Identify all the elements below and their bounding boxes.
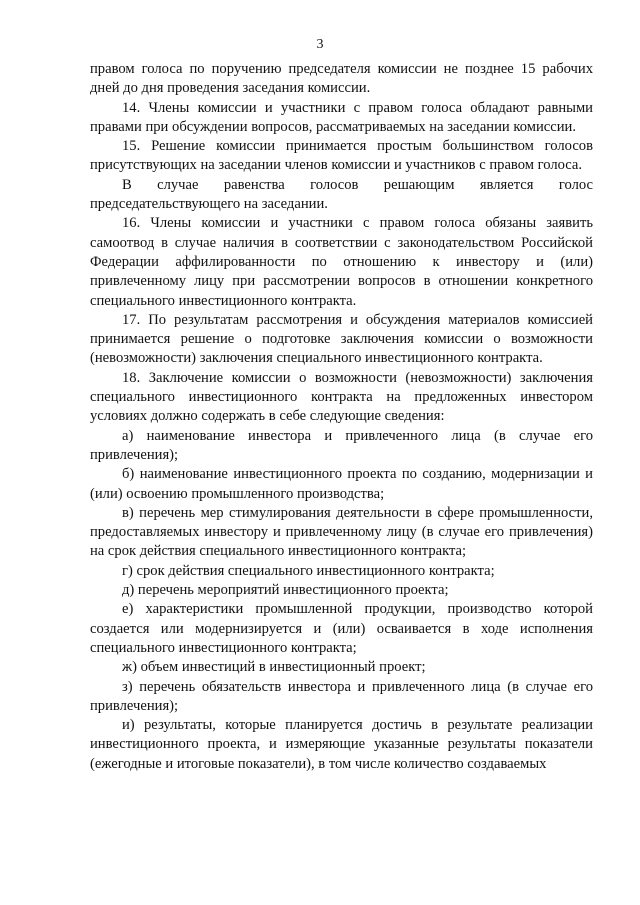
paragraph-16: 16. Члены комиссии и участники с правом голоса обязаны заявить самоотвод в случае наличия в соответствии с законодательством Российской Федерации аффилированности по отношению к инвестору и (или) привлеченному лицу при рассмотрении вопросов в отношении конкретного специального инвестиционного контракта. xyxy=(90,215,593,309)
list-item-v: в) перечень мер стимулирования деятельности в сфере промышленности, предоставляемых инвестору и привлеченному лицу (в случае его привлечения) на срок действия специального инвестиционного контракта; xyxy=(90,504,593,560)
list-item-b: б) наименование инвестиционного проекта по созданию, модернизации и (или) освоению промышленного производства; xyxy=(90,466,593,502)
list-item-zh: ж) объем инвестиций в инвестиционный проект; xyxy=(122,659,426,676)
paragraph-15-tie-rule: В случае равенства голосов решающим является голос председательствующего на заседании. xyxy=(90,176,593,213)
paragraph-18: 18. Заключение комиссии о возможности (невозможности) заключения специального инвестиционного контракта на предложенных инвестором условиях должно содержать в себе следующие сведения: xyxy=(90,369,593,425)
paragraph-17: 17. По результатам рассмотрения и обсуждения материалов комиссией принимается решение о подготовке заключения комиссии о возможности (невозможности) заключения специального инвестиционного контракта. xyxy=(90,311,593,367)
list-item-e: е) характеристики промышленной продукции, производство которой создается или модернизируется и (или) осваивается в ходе исполнения специального инвестиционного контракта; xyxy=(90,601,593,656)
list-item-a: а) наименование инвестора и привлеченного лица (в случае его привлечения); xyxy=(90,427,593,463)
paragraph-14: 14. Члены комиссии и участники с правом голоса обладают равными правами при обсуждении вопросов, рассматриваемых на заседании комиссии. xyxy=(90,99,593,135)
list-item-z: з) перечень обязательств инвестора и привлеченного лица (в случае его привлечения); xyxy=(90,678,593,714)
list-item-d: д) перечень мероприятий инвестиционного проекта; xyxy=(122,582,449,599)
document-body xyxy=(90,60,593,774)
paragraph-15: 15. Решение комиссии принимается простым большинством голосов присутствующих на заседании членов комиссии и участников с правом голоса. xyxy=(90,138,593,174)
list-item-g: г) срок действия специального инвестиционного контракта; xyxy=(122,562,495,579)
list-item-i: и) результаты, которые планируется достичь в результате реализации инвестиционного проекта, и измеряющие указанные результаты показатели (ежегодные и итоговые показатели), в том числе количество создаваемых xyxy=(90,717,593,772)
page-number: 3 xyxy=(316,37,324,52)
paragraph-13-continuation: правом голоса по поручению председателя комиссии не позднее 15 рабочих дней до дня проведения заседания комиссии. xyxy=(90,61,593,97)
